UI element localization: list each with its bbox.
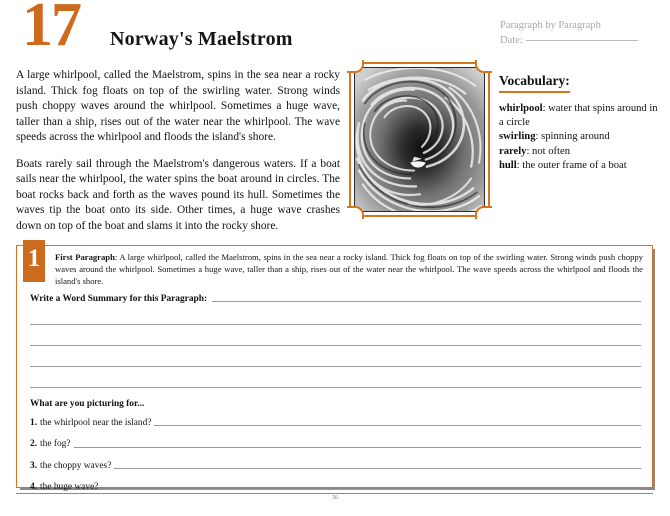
vocabulary-entry [499, 159, 661, 173]
picturing-item [30, 482, 641, 492]
date-row [500, 33, 638, 48]
lesson-number: 17 [22, 0, 80, 59]
passage-paragraph-2: Boats rarely sail through the Maelstrom's dangerous waters. If a boat sails near the whirlpool, the water spins the boat around in circles. The boat rocks back and forth as the waves pound its hull. Sometimes the waves tip the boat onto its side. Other times, a huge wave crashes down on top of the boat and slams it into the rocky shore. [16, 157, 340, 232]
page-header [0, 0, 670, 62]
vocabulary-definition: : not often [526, 145, 570, 157]
summary-prompt-label: Write a Word Summary for this Paragraph: [30, 294, 208, 304]
series-label: Paragraph by Paragraph [500, 20, 601, 31]
page-title: Norway's Maelstrom [110, 28, 293, 50]
vocabulary-entry [499, 145, 661, 159]
paragraph-recap-label: First Paragraph [55, 252, 115, 262]
summary-answer-line-3[interactable] [30, 325, 641, 346]
picturing-item-number: 1. [30, 418, 38, 428]
picturing-item [30, 439, 641, 449]
picturing-answer-line[interactable] [74, 446, 642, 448]
vocabulary-section [499, 72, 661, 173]
page-number: 56 [332, 495, 338, 501]
vocabulary-term: whirlpool [499, 103, 543, 114]
vocabulary-definition: : water that spins around in a circle [499, 103, 658, 129]
footer-divider [16, 493, 653, 494]
vocabulary-term: rarely [499, 145, 527, 157]
summary-answer-line-2[interactable] [30, 304, 641, 325]
summary-section [30, 294, 641, 388]
picturing-item-number: 3. [30, 460, 38, 471]
vocabulary-heading: Vocabulary: [499, 73, 570, 93]
picturing-answer-line[interactable] [114, 467, 641, 469]
picturing-item [30, 418, 641, 428]
frame-corner-top-right [475, 60, 492, 73]
date-label: Date: [500, 35, 523, 47]
summary-prompt-row [30, 294, 641, 304]
vocabulary-definition: : the outer frame of a boat [516, 159, 627, 171]
passage-text [16, 68, 340, 245]
illustration-outer-frame [349, 62, 490, 217]
vocabulary-entry [499, 102, 661, 130]
vocabulary-list [499, 102, 661, 173]
picturing-item-text: the huge wave? [40, 482, 99, 493]
picturing-answer-line[interactable] [101, 488, 641, 490]
vocabulary-definition: : spinning around [535, 131, 610, 143]
paragraph-number-tab [23, 240, 45, 282]
picturing-item-text: the whirlpool near the island? [40, 418, 152, 428]
passage-paragraph-1: A large whirlpool, called the Maelstrom, spins in the sea near a rocky island. Thick fog floats on top of the swirling water. Strong winds push choppy waves around the whirlpool. Sometimes a huge wave, taller than a ship, rises out of the water near the whirlpool. The wave speeds across the whirlpool and floods the island's shore. [16, 69, 340, 143]
picturing-item-number: 2. [30, 439, 38, 450]
whirlpool-illustration [349, 62, 490, 217]
picturing-item-text: the choppy waves? [40, 460, 112, 471]
picturing-answer-line[interactable] [154, 424, 641, 426]
picturing-item [30, 461, 641, 471]
header-meta [500, 18, 638, 48]
paragraph-tab-number: 1 [27, 245, 41, 272]
frame-corner-bottom-left [347, 206, 364, 219]
paragraph-recap-text: : A large whirlpool, called the Maelstrom, spins in the sea near a rocky island. Thick fog floats on top of the swirling water. Strong winds push choppy waves around the whirlpool. Sometimes a huge wave, taller than a ship, rises out of the water near the whirlpool. The wave speeds across the whirlpool and floods the island's shore. [55, 252, 644, 287]
summary-answer-line-1[interactable] [212, 300, 641, 302]
date-input-rule[interactable] [526, 40, 638, 41]
paragraph-recap [55, 251, 643, 288]
picturing-item-number: 4. [30, 482, 38, 493]
picturing-section [30, 399, 641, 503]
summary-answer-line-4[interactable] [30, 346, 641, 367]
vocabulary-term: swirling [499, 131, 536, 143]
picturing-item-text: the fog? [40, 439, 71, 450]
summary-answer-line-5[interactable] [30, 367, 641, 388]
frame-corner-bottom-right [475, 206, 492, 219]
vocabulary-term: hull [499, 159, 517, 171]
picturing-heading: What are you picturing for... [30, 399, 145, 409]
activity-box [16, 245, 653, 493]
vocabulary-entry [499, 130, 661, 144]
